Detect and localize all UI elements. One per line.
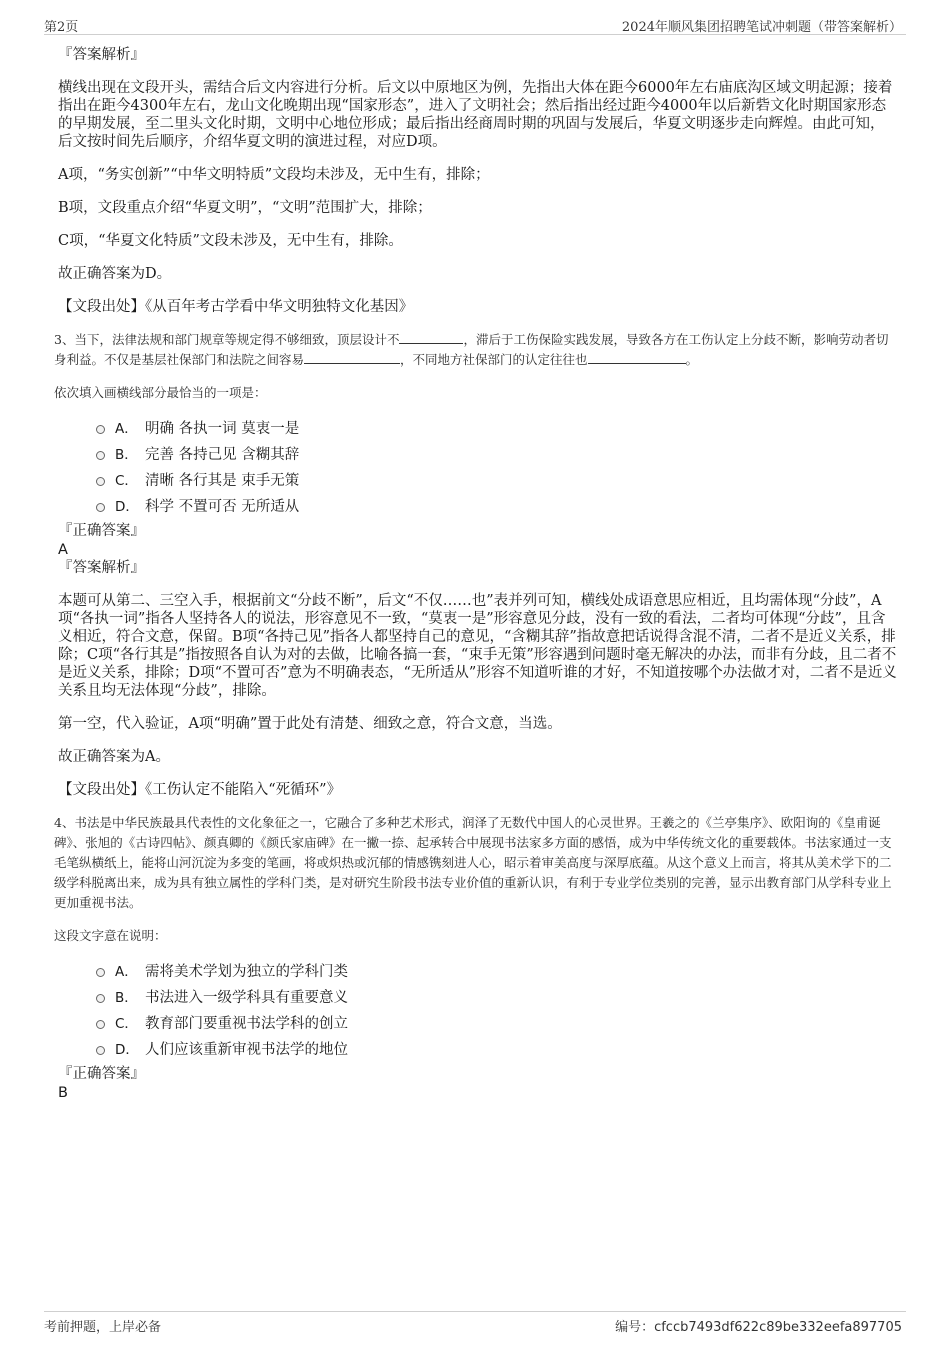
q3-option-a[interactable]: A． 明确 各执一词 莫衷一是 <box>96 414 898 440</box>
q3-source: 【文段出处】《工伤认定不能陷入“死循环”》 <box>58 782 342 798</box>
q3-options <box>96 414 898 518</box>
q2-analysis-paragraph-1: 横线出现在文段开头，需结合后文内容进行分析。后文以中原地区为例，先指出大体在距今6000年左右庙底沟区域文明起源；接着指出在距今4300年左右，龙山文化晚期出现“国家形态”，进入了文明社会；然后指出经过距今4000年以后新砦文化时期国家形态的早期发展，至二里头文化时期，文明中心地位形成；最后指出经商周时期的巩固与发展后，华夏文明逐步走向辉煌。由此可知，后文按时间先后顺序，介绍华夏文明的演进过程，对应D项。 <box>58 80 893 150</box>
footer-slogan: 考前押题，上岸必备 <box>44 1320 162 1335</box>
q3-analysis-paragraph-2: 第一空，代入验证，A项“明确”置于此处有清楚、细致之意，符合文意，当选。 <box>58 716 562 732</box>
document-code: 编号：cfccb7493df622c89be332eefa897705 <box>615 1320 902 1335</box>
q4-correct-answer: B <box>58 1085 68 1101</box>
q2-analysis-paragraph-4: C项，“华夏文化特质”文段未涉及，无中生有，排除。 <box>58 233 403 249</box>
q2-analysis-conclusion: 故正确答案为D。 <box>58 266 172 282</box>
q4-option-d[interactable]: D． 人们应该重新审视书法学的地位 <box>96 1035 898 1061</box>
q3-prompt: 依次填入画横线部分最恰当的一项是： <box>54 385 267 400</box>
q2-analysis-paragraph-3: B项，文段重点介绍“华夏文明”，“文明”范围扩大，排除； <box>58 200 432 216</box>
q4-correct-label: 『正确答案』 <box>58 1066 145 1082</box>
page-content <box>54 46 898 1102</box>
q4-option-c[interactable]: C． 教育部门要重视书法学科的创立 <box>96 1009 898 1035</box>
q4-stem: 4、书法是中华民族最具代表性的文化象征之一，它融合了多种艺术形式，润泽了无数代中国人的心灵世界。王羲之的《兰亭集序》、欧阳询的《皇甫诞碑》、张旭的《古诗四帖》、颜真卿的《颜氏家庙碑》在一撇一捺、起承转合中展现书法家多方面的感悟，成为中华传统文化的重要载体。书法家通过一支毛笔纵横纸上，能将山河沉淀为多变的笔画，将或炽热或沉郁的情感镌刻进人心，昭示着审美高度与深厚底蕴。从这个意义上而言，将其从美术学下的二级学科脱离出来，成为具有独立属性的学科门类，是对研究生阶段书法专业价值的重新认识，有利于专业学位类别的完善，显示出教育部门从学科专业上更加重视书法。 <box>54 815 892 910</box>
radio-icon[interactable] <box>96 451 105 460</box>
radio-icon[interactable] <box>96 477 105 486</box>
q3-analysis-label: 『答案解析』 <box>58 560 145 576</box>
page-footer <box>44 1311 906 1334</box>
q3-stem: 3、当下，法律法规和部门规章等规定得不够细致，顶层设计不 ，滞后于工伤保险实践发展，导致各方在工伤认定上分歧不断，影响劳动者切身利益。不仅是基层社保部门和法院之间容易 ，不同地方社保部门的认定往往也 。 <box>54 332 889 367</box>
radio-icon[interactable] <box>96 503 105 512</box>
q4-options <box>96 957 898 1061</box>
radio-icon[interactable] <box>96 425 105 434</box>
q3-blank-3 <box>588 351 686 364</box>
q3-correct-answer: A <box>58 542 68 558</box>
document-title: 2024年顺风集团招聘笔试冲刺题（带答案解析） <box>621 20 902 35</box>
q3-analysis-conclusion: 故正确答案为A。 <box>58 749 170 765</box>
q4-prompt: 这段文字意在说明： <box>54 928 167 943</box>
radio-icon[interactable] <box>96 968 105 977</box>
q2-analysis-label: 『答案解析』 <box>58 47 145 63</box>
radio-icon[interactable] <box>96 1020 105 1029</box>
page-number: 第2页 <box>44 20 79 35</box>
q4-option-a[interactable]: A． 需将美术学划为独立的学科门类 <box>96 957 898 983</box>
radio-icon[interactable] <box>96 994 105 1003</box>
q3-option-d[interactable]: D． 科学 不置可否 无所适从 <box>96 492 898 518</box>
radio-icon[interactable] <box>96 1046 105 1055</box>
q4-option-b[interactable]: B． 书法进入一级学科具有重要意义 <box>96 983 898 1009</box>
q3-blank-2 <box>304 351 400 364</box>
page-header <box>44 12 906 35</box>
q3-blank-1 <box>399 331 463 344</box>
q3-correct-label: 『正确答案』 <box>58 523 145 539</box>
q3-option-b[interactable]: B． 完善 各持己见 含糊其辞 <box>96 440 898 466</box>
q3-analysis-paragraph-1: 本题可从第二、三空入手，根据前文“分歧不断”，后文“不仅……也”表并列可知，横线处成语意思应相近，且均需体现“分歧”，A项“各执一词”指各人坚持各人的说法，形容意见不一致，“莫衷一是”形容意见分歧，没有一致的看法，二者均可体现“分歧”，且含义相近，符合文意，保留。B项“各持己见”指各人都坚持自己的意见，“含糊其辞”指故意把话说得含混不清，二者不是近义关系，排除；C项“各行其是”指按照各自认为对的去做，比喻各搞一套，“束手无策”形容遇到问题时毫无解决的办法，而非有分歧，且二者不是近义关系，排除；D项“不置可否”意为不明确表态，“无所适从”形容不知道听谁的才好，不知道按哪个办法做才对，二者不是近义关系且均无法体现“分歧”，排除。 <box>58 593 897 699</box>
q2-analysis-paragraph-2: A项，“务实创新”“中华文明特质”文段均未涉及，无中生有，排除； <box>58 167 490 183</box>
q2-source: 【文段出处】《从百年考古学看中华文明独特文化基因》 <box>58 299 414 315</box>
q3-option-c[interactable]: C． 清晰 各行其是 束手无策 <box>96 466 898 492</box>
